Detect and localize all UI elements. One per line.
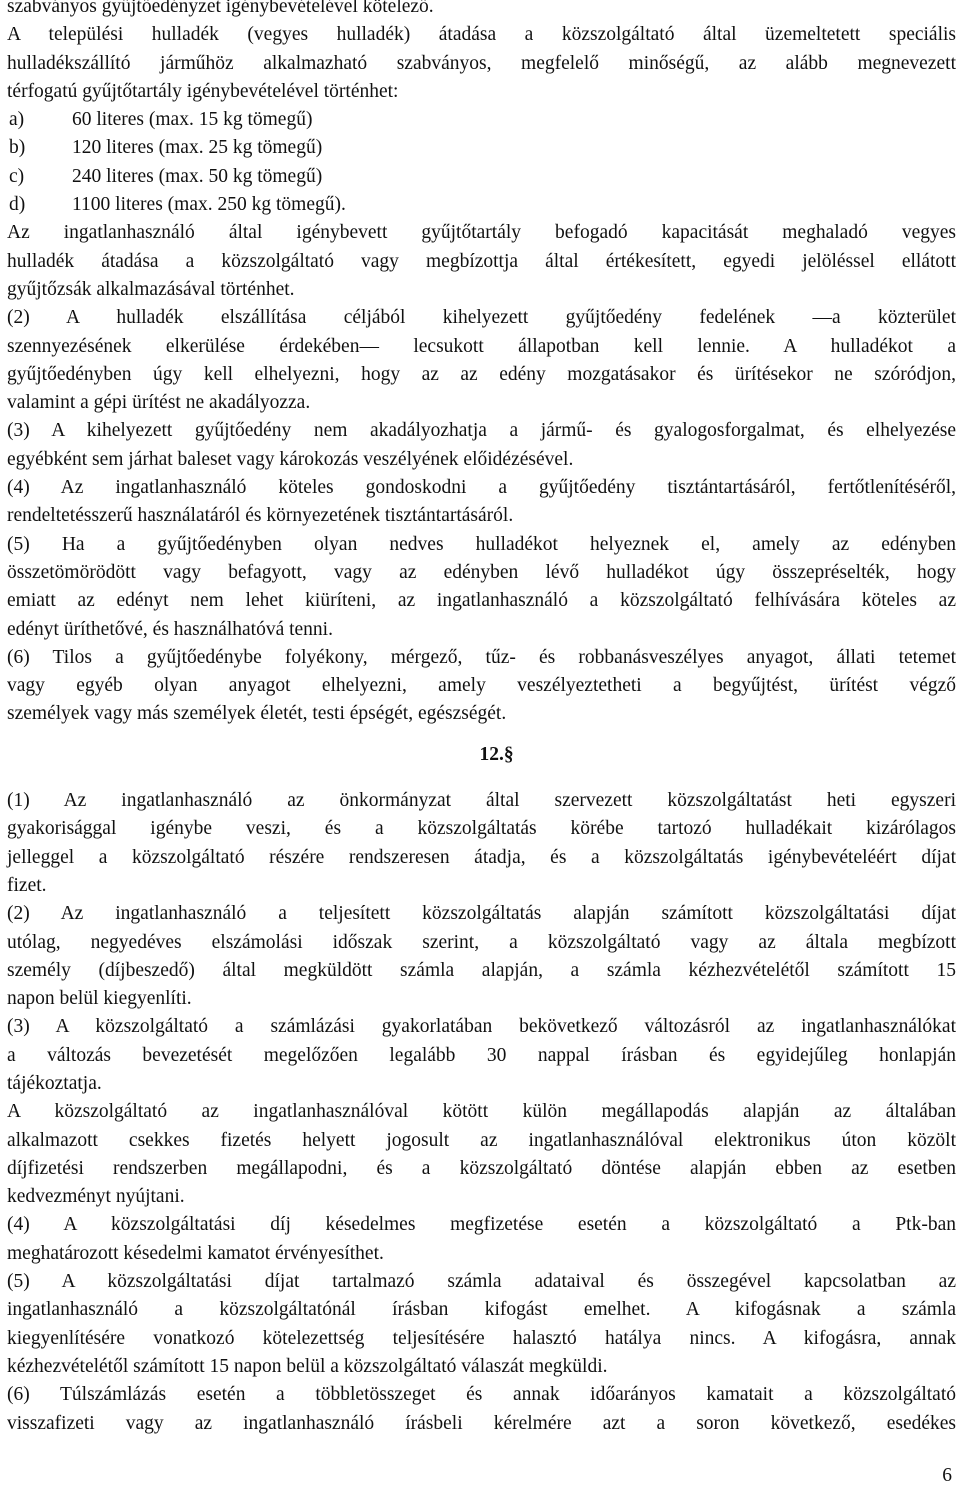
paragraph [7,531,956,644]
list-item [7,163,956,191]
list-marker: b) [9,137,26,159]
intro-fragment [7,0,956,21]
text-line: egyébként sem járhat baleset vagy károkozás veszélyének előidézésével. [7,448,574,470]
text-line: összetömörödött vagy befagyott, vagy az edényben lévő hulladékot úgy összepréselték, hogy [7,561,956,583]
paragraph [7,417,956,474]
text-line: A települési hulladék (vegyes hulladék) átadása a közszolgáltató által üzemeltetett speciális [7,24,956,46]
document-body [7,0,956,1438]
text-line: hulladék átadása a közszolgáltató vagy megbízottja által értékesített, egyedi jelöléssel ellátott [7,250,956,272]
text-line: A közszolgáltató az ingatlanhasználóval kötött külön megállapodás alapján az általában [7,1101,956,1123]
text-line: (4) A közszolgáltatási díj késedelmes megfizetése esetén a közszolgáltató a Ptk-ban [7,1214,956,1236]
text-line: kézhezvételétől számított 15 napon belül a közszolgáltató válaszát megküldi. [7,1355,608,1377]
text-line: utólag, negyedéves elszámolási időszak szerint, a közszolgáltató vagy az általa megbízott [7,931,956,953]
list-item-text: 60 literes (max. 15 kg tömegű) [72,109,313,131]
text-line: (6) Tilos a gyűjtőedénybe folyékony, mérgező, tűz- és robbanásveszélyes anyagot, állati tetemet [7,646,956,668]
text-line: tájékoztatja. [7,1072,102,1094]
text-line: gyűjtőedényben úgy kell elhelyezni, hogy az az edény mozgatásakor és ürítésekor ne szóródjon, [7,363,956,385]
text-line: (5) A közszolgáltatási díjat tartalmazó számla adataival és összegével kapcsolatban az [7,1271,956,1293]
text-line: vagy egyéb olyan anyagot elhelyezni, amely veszélyeztetheti a begyűjtést, ürítést végző [7,675,956,697]
text-line: (5) Ha a gyűjtőedényben olyan nedves hulladékot helyeznek el, amely az edényben [7,533,956,555]
text-line: gyakorisággal igénybe veszi, és a közszolgáltatás körébe tartozó hulladékait kizárólagos [7,818,956,840]
text-line: (1) Az ingatlanhasználó az önkormányzat által szervezett közszolgáltatást heti egyszeri [7,790,956,812]
paragraph [7,1268,956,1381]
paragraph [7,1381,956,1438]
list-marker: a) [9,109,25,131]
text-line: személyek vagy más személyek életét, testi épségét, egészségét. [7,703,507,725]
text-line: meghatározott késedelmi kamatot érvényesíthet. [7,1242,384,1264]
list-item [7,191,956,219]
text-line: a változás bevezetését megelőzően legalább 30 nappal írásban és egyidejűleg honlapján [7,1044,956,1066]
paragraph-waste-bag [7,219,956,304]
paragraph [7,1211,956,1268]
container-size-list [7,106,956,219]
text-line: gyűjtőzsák alkalmazásával történhet. [7,278,295,300]
paragraph [7,644,956,729]
page-number: 6 [942,1465,952,1486]
section-title: 12.§ [479,743,514,765]
text-line: (6) Túlszámlázás esetén a többletösszeget és annak időarányos kamatait a közszolgáltató [7,1384,956,1406]
text-line: visszafizeti vagy az ingatlanhasználó írásbeli kérelmére azt a soron következő, esedékes [7,1412,956,1434]
text-line: szennyezésének elkerülése érdekében— lecsukott állapotban kell lennie. A hulladékot a [7,335,956,357]
text-line: térfogatú gyűjtőtartály igénybevételével történhet: [7,80,399,102]
text-line: alkalmazott csekkes fizetés helyett jogosult az ingatlanhasználóval elektronikus úton közölt [7,1129,956,1151]
text-line: ingatlanhasználó a közszolgáltatónál írásban kifogást emelhet. A kifogásnak a számla [7,1299,956,1321]
text-line: kedvezményt nyújtani. [7,1186,185,1208]
list-item [7,106,956,134]
paragraph [7,304,956,417]
list-marker: d) [9,194,26,216]
text-line: valamint a gépi ürítést ne akadályozza. [7,392,311,414]
list-item-text: 120 literes (max. 25 kg tömegű) [72,137,323,159]
text-line: napon belül kiegyenlíti. [7,988,192,1010]
text-line: szabványos gyűjtőedényzet igénybevételével kötelező. [7,0,434,17]
paragraph [7,474,956,531]
list-item-text: 1100 literes (max. 250 kg tömegű). [72,194,346,216]
paragraph [7,900,956,1013]
paragraph [7,787,956,900]
list-item [7,134,956,162]
text-line: (2) Az ingatlanhasználó a teljesített közszolgáltatás alapján számított közszolgáltatási díjat [7,903,956,925]
paragraph [7,1098,956,1211]
text-line: jelleggel a közszolgáltató részére rendszeresen átadja, és a közszolgáltatás igénybevételéért díjat [7,846,956,868]
text-line: (2) A hulladék elszállítása céljából kihelyezett gyűjtőedény fedelének —a közterület [7,307,956,329]
text-line: (3) A kihelyezett gyűjtőedény nem akadályozhatja a jármű- és gyalogosforgalmat, és elhelyezése [7,420,956,442]
text-line: személy (díjbeszedő) által megküldött számla alapján, a számla kézhezvételétől számított 15 [7,959,956,981]
text-line: (4) Az ingatlanhasználó köteles gondoskodni a gyűjtőedény tisztántartásáról, fertőtlenítéséről, [7,477,956,499]
text-line: edényt üríthetővé, és használhatóvá tenni. [7,618,333,640]
list-item-text: 240 literes (max. 50 kg tömegű) [72,165,323,187]
text-line: fizet. [7,874,47,896]
text-line: kiegyenlítésére vonatkozó kötelezettség teljesítésére halasztó hatálya nincs. A kifogásra, annak [7,1327,956,1349]
paragraph-intro [7,21,956,106]
text-line: hulladékszállító járműhöz alkalmazható szabványos, megfelelő minőségű, az alább megnevezett [7,52,956,74]
text-line: emiatt az edényt nem lehet kiüríteni, az ingatlanhasználó a közszolgáltató felhívására köteles az [7,590,956,612]
section-11-paragraphs [7,304,956,728]
text-line: díjfizetési rendszerben megállapodni, és a közszolgáltató döntése alapján ebben az esetben [7,1157,956,1179]
text-line: Az ingatlanhasználó által igénybevett gyűjtőtartály befogadó kapacitását meghaladó vegyes [7,222,956,244]
text-line: rendeltetésszerű használatáról és környezetének tisztántartásáról. [7,505,514,527]
section-12-paragraphs [7,787,956,1438]
text-line: (3) A közszolgáltató a számlázási gyakorlatában bekövetkező változásról az ingatlanhasználókat [7,1016,956,1038]
paragraph [7,1013,956,1098]
list-marker: c) [9,165,25,187]
